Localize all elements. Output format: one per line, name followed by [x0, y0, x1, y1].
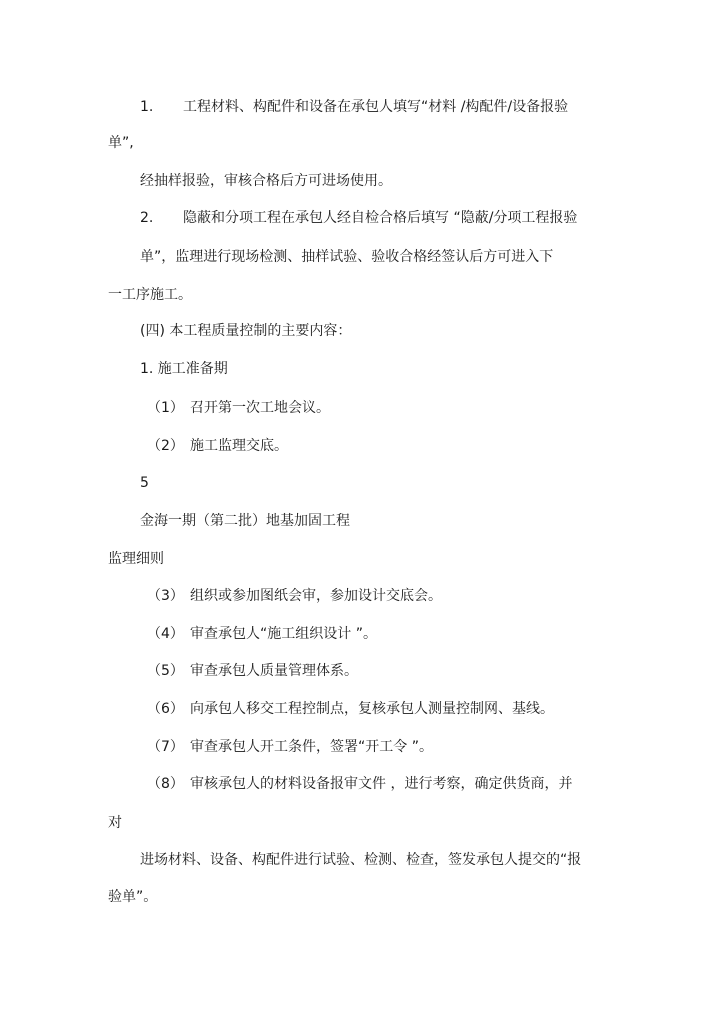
list-number: （8）: [147, 776, 184, 792]
list-number: 2.: [140, 210, 154, 226]
list-item-text: 审查承包人质量管理体系。: [190, 663, 358, 679]
list-item-text: 审查承包人开工条件，签署“开工令 ”。: [190, 739, 433, 755]
page-number: 5: [140, 475, 149, 491]
list-number: 1.: [140, 99, 154, 115]
list-item-text: 召开第一次工地会议。: [190, 400, 330, 416]
list-item: [147, 737, 433, 757]
list-item-text: 施工监理交底。: [190, 438, 288, 454]
list-number: （7）: [147, 739, 184, 755]
paragraph-2-line-3: 一工序施工。: [108, 287, 192, 303]
section-title: (四) 本工程质量控制的主要内容：: [140, 323, 352, 339]
list-item-text: 向承包人移交工程控制点，复核承包人测量控制网、基线。: [190, 701, 554, 717]
paragraph-1-line-1: [140, 97, 568, 117]
header-project-name: 金海一期（第二批）地基加固工程: [140, 513, 350, 529]
paragraph-continuation: 对: [108, 815, 122, 831]
list-number: （1）: [147, 400, 184, 416]
list-number: （2）: [147, 438, 184, 454]
list-item-text: 审查承包人“施工组织设计 ”。: [190, 626, 377, 642]
list-number: （4）: [147, 626, 184, 642]
paragraph-1-line-2: 单”,: [108, 135, 134, 151]
list-number: （5）: [147, 663, 184, 679]
paragraph-continuation: 验单”。: [108, 889, 158, 905]
list-item-text: 审核承包人的材料设备报审文件 ，进行考察，确定供货商，并: [190, 776, 573, 792]
subsection-title: 1. 施工准备期: [140, 361, 228, 377]
list-item: [147, 624, 377, 644]
paragraph-continuation: 进场材料、设备、构配件进行试验、检测、检查，签发承包人提交的“报: [140, 852, 582, 868]
list-item: [147, 661, 358, 681]
paragraph-2-line-2: 单”，监理进行现场检测、抽样试验、验收合格经签认后方可进入下: [140, 249, 554, 265]
list-number: （3）: [147, 588, 184, 604]
paragraph-text: 隐蔽和分项工程在承包人经自检合格后填写 “隐蔽/分项工程报验: [183, 210, 578, 226]
list-item: [147, 398, 330, 418]
list-item: [147, 436, 288, 456]
list-item-text: 组织或参加图纸会审，参加设计交底会。: [190, 588, 442, 604]
paragraph-2-line-1: [140, 208, 577, 228]
list-item: [147, 699, 554, 719]
header-document-title: 监理细则: [108, 551, 164, 567]
list-item: [147, 774, 572, 794]
paragraph-1-line-3: 经抽样报验，审核合格后方可进场使用。: [140, 173, 392, 189]
paragraph-text: 工程材料、构配件和设备在承包人填写“材料 /构配件/设备报验: [183, 99, 569, 115]
list-item: [147, 586, 442, 606]
list-number: （6）: [147, 701, 184, 717]
